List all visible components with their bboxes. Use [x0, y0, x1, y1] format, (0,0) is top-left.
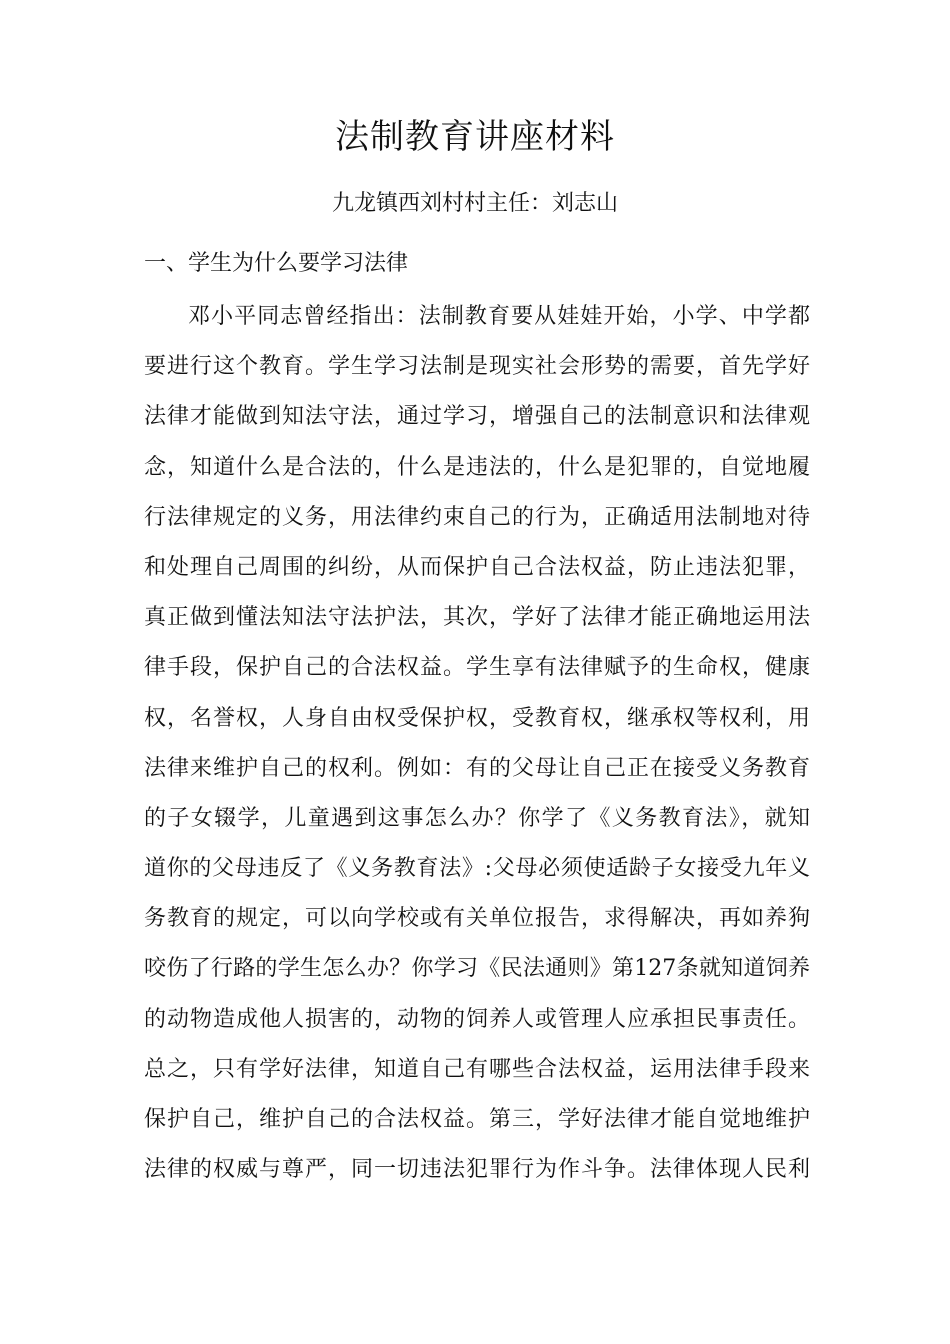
paragraph-line: 邓小平同志曾经指出：法制教育要从娃娃开始，小学、中学都: [188, 304, 810, 329]
document-author-line: 九龙镇西刘村村主任：刘志山: [331, 191, 618, 216]
paragraph-line: 法律来维护自己的权利。例如：有的父母让自己正在接受义务教育: [144, 755, 810, 781]
paragraph-line: 法律才能做到知法守法，通过学习，增强自己的法制意识和法律观: [144, 404, 810, 430]
paragraph-line: 保护自己，维护自己的合法权益。第三，学好法律才能自觉地维护: [144, 1107, 810, 1132]
paragraph-line: 法律的权威与尊严，同一切违法犯罪行为作斗争。法律体现人民利: [144, 1157, 810, 1183]
paragraph-line: 权，名誉权，人身自由权受保护权，受教育权，继承权等权利，用: [144, 705, 810, 731]
paragraph-line: 道你的父母违反了《义务教育法》:父母必须使适龄子女接受九年义: [144, 856, 810, 882]
paragraph-line: 总之，只有学好法律，知道自己有哪些合法权益，运用法律手段来: [144, 1056, 810, 1082]
body-paragraph: [144, 292, 810, 1195]
paragraph-line: 行法律规定的义务，用法律约束自己的行为，正确适用法制地对待: [144, 504, 810, 530]
paragraph-line: 的子女辍学，儿童遇到这事怎么办？你学了《义务教育法》，就知: [144, 805, 810, 831]
document-title: 法制教育讲座材料: [335, 117, 615, 157]
paragraph-line: 念，知道什么是合法的，什么是违法的，什么是犯罪的，自觉地履: [144, 454, 810, 480]
paragraph-line: 要进行这个教育。学生学习法制是现实社会形势的需要，首先学好: [144, 354, 810, 380]
paragraph-line: 的动物造成他人损害的，动物的饲养人或管理人应承担民事责任。: [144, 1006, 810, 1032]
section-heading: 一、学生为什么要学习法律: [144, 251, 409, 276]
paragraph-line: 真正做到懂法知法守法护法，其次，学好了法律才能正确地运用法: [144, 605, 810, 631]
paragraph-line: 律手段，保护自己的合法权益。学生享有法律赋予的生命权，健康: [144, 655, 810, 681]
paragraph-line: 务教育的规定，可以向学校或有关单位报告，求得解决，再如养狗: [144, 906, 810, 932]
paragraph-line: 和处理自己周围的纠纷，从而保护自己合法权益，防止违法犯罪，: [144, 554, 810, 580]
paragraph-line: 咬伤了行路的学生怎么办？你学习《民法通则》第127条就知道饲养: [144, 956, 810, 982]
